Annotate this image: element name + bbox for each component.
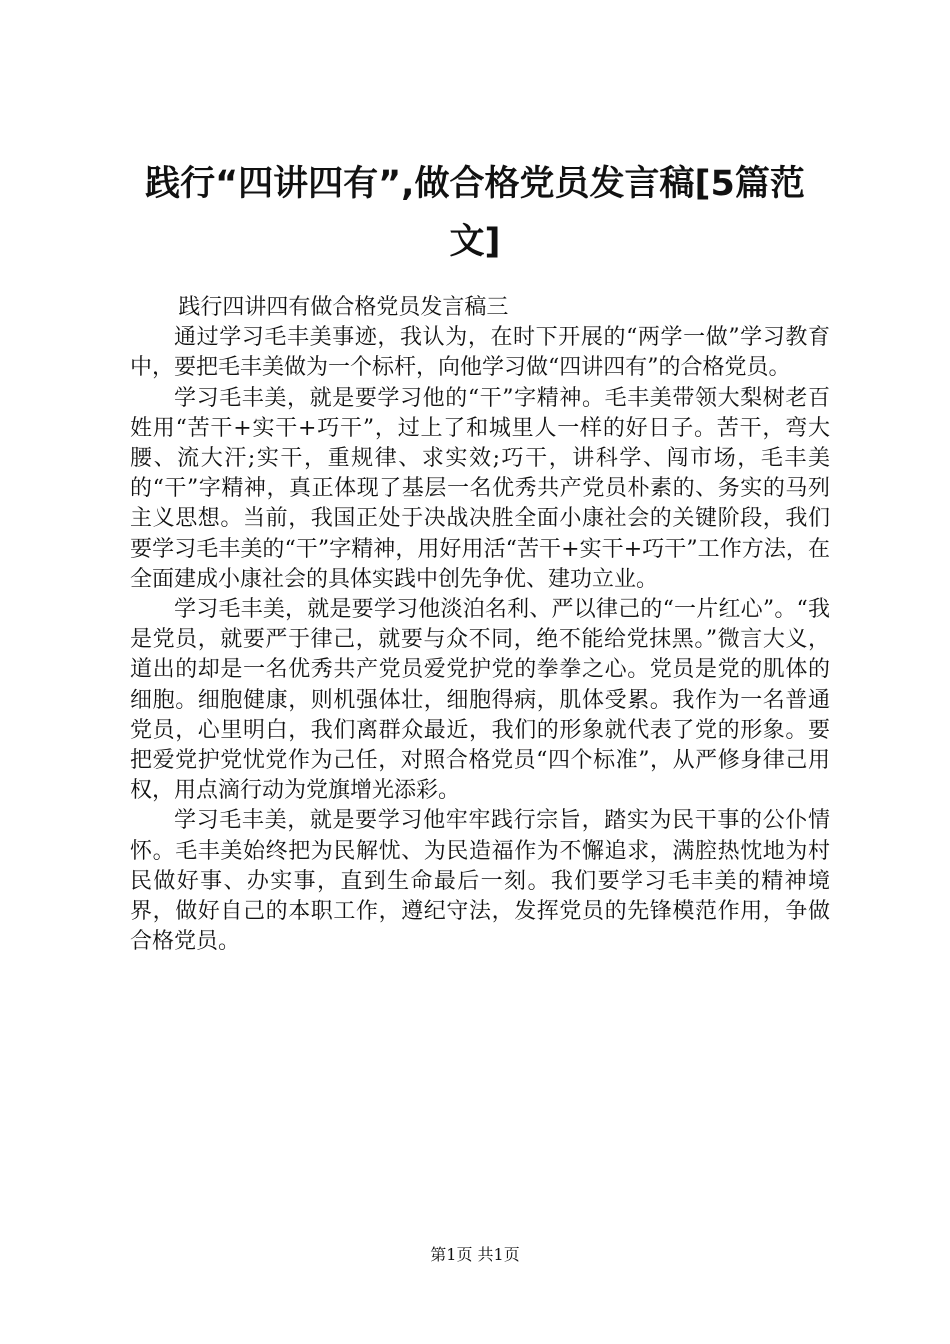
document-body [130, 293, 830, 957]
document-subtitle: 践行四讲四有做合格党员发言稿三 [178, 295, 509, 320]
body-paragraph: 通过学习毛丰美事迹，我认为，在时下开展的“两学一做”学习教育中，要把毛丰美做为一个标杆，向他学习做“四讲四有”的合格党员。 [130, 325, 830, 381]
body-paragraph: 学习毛丰美，就是要学习他牢牢践行宗旨，踏实为民干事的公仆情怀。毛丰美始终把为民解忧、为民造福作为不懈追求，满腔热忱地为村民做好事、办实事，直到生命最后一刻。我们要学习毛丰美的精神境界，做好自己的本职工作，遵纪守法，发挥党员的先锋模范作用，争做合格党员。 [130, 808, 830, 955]
body-paragraph: 学习毛丰美，就是要学习他淡泊名利、严以律己的“一片红心”。“我是党员，就要严于律己，就要与众不同，绝不能给党抹黑。”微言大义，道出的却是一名优秀共产党员爱党护党的拳拳之心。党员是党的肌体的细胞。细胞健康，则机强体壮，细胞得病，肌体受累。我作为一名普通党员，心里明白，我们离群众最近，我们的形象就代表了党的形象。要把爱党护党忧党作为己任，对照合格党员“四个标准”，从严修身律己用权，用点滴行动为党旗增光添彩。 [130, 597, 830, 804]
page-number: 第1页 共1页 [430, 1245, 520, 1264]
body-paragraph: 学习毛丰美，就是要学习他的“干”字精神。毛丰美带领大梨树老百姓用“苦干+实干+巧干”，过上了和城里人一样的好日子。苦干，弯大腰、流大汗;实干，重规律、求实效;巧干，讲科学、闯市场，毛丰美的“干”字精神，真正体现了基层一名优秀共产党员朴素的、务实的马列主义思想。当前，我国正处于决战决胜全面小康社会的关键阶段，我们要学习毛丰美的“干”字精神，用好用活“苦干+实干+巧干”工作方法，在全面建成小康社会的具体实践中创先争优、建功立业。 [130, 385, 830, 592]
document-title: 践行“四讲四有”,做合格党员发言稿[5篇范文] [145, 164, 805, 262]
page-footer [0, 1244, 950, 1266]
